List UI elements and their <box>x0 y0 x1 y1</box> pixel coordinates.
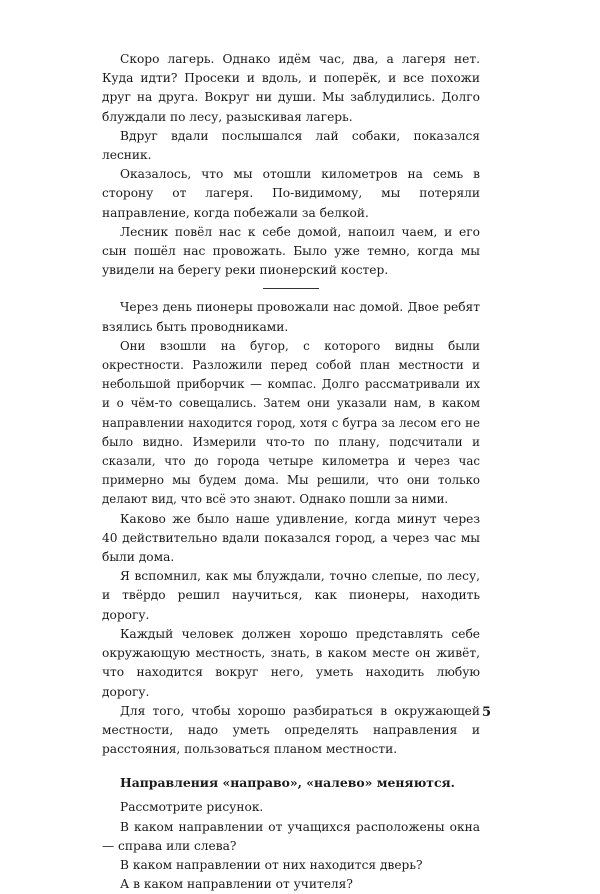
question: В каком направлении от учащихся расположены окна — справа или слева? <box>102 819 480 853</box>
paragraph: Через день пионеры провожали нас домой. Двое ребят взялись быть проводниками. <box>102 300 480 334</box>
paragraph: Каково же было наше удивление, когда минут через 40 действительно вдали показался город, а через час мы были дома. <box>102 511 480 565</box>
paragraph: Они взошли на бугор, с которого видны были окрестности. Разложили перед собой план местности и небольшой приборчик — компас. Долго рассматривали их и о чём-то совещались. Затем они указали нам, в каком направлении находится город, хотя с бугра за лесом его не было видно. Измерили что-то по плану, подсчитали и сказали, что до города четыре километра и через час примерно мы будем дома. Мы решили, что они только делают вид, что всё это знают. Однако пошли за ними. <box>102 338 480 507</box>
questions-block <box>102 798 480 894</box>
paragraph: Вдруг вдали послышался лай собаки, показался лесник. <box>102 128 480 163</box>
page-body <box>102 50 480 894</box>
story-section-1 <box>102 50 480 280</box>
question: В каком направлении от них находится дверь? <box>120 857 423 872</box>
question: А в каком направлении от учителя? <box>120 877 353 892</box>
question: Рассмотрите рисунок. <box>120 800 264 815</box>
paragraph: Лесник повёл нас к себе домой, напоил чаем, и его сын пошёл нас провожать. Было уже темно, когда мы увидели на берегу реки пионерский костер. <box>102 224 480 278</box>
paragraph: Для того, чтобы хорошо разбираться в окружающей местности, надо уметь определять направления и расстояния, пользоваться планом местности. <box>102 703 480 757</box>
paragraph: Оказалось, что мы отошли километров на семь в сторону от лагеря. По-видимому, мы потеряли направление, когда побежали за белкой. <box>102 167 480 220</box>
section-divider <box>263 288 319 289</box>
story-section-2 <box>102 298 480 759</box>
section-heading: Направления «направо», «налево» меняются. <box>120 775 455 791</box>
paragraph: Я вспомнил, как мы блуждали, точно слепые, по лесу, и твёрдо решил научиться, как пионеры, находить дорогу. <box>102 569 480 622</box>
page-number: 5 <box>482 705 492 720</box>
paragraph: Каждый человек должен хорошо представлять себе окружающую местность, знать, в каком месте он живёт, что находится вокруг него, уметь находить любую дорогу. <box>102 626 480 699</box>
paragraph: Скоро лагерь. Однако идём час, два, а лагеря нет. Куда идти? Просеки и вдоль, и поперёк, и все похожи друг на друга. Вокруг ни души. Мы заблудились. Долго блуждали по лесу, разыскивая лагерь. <box>102 52 480 124</box>
